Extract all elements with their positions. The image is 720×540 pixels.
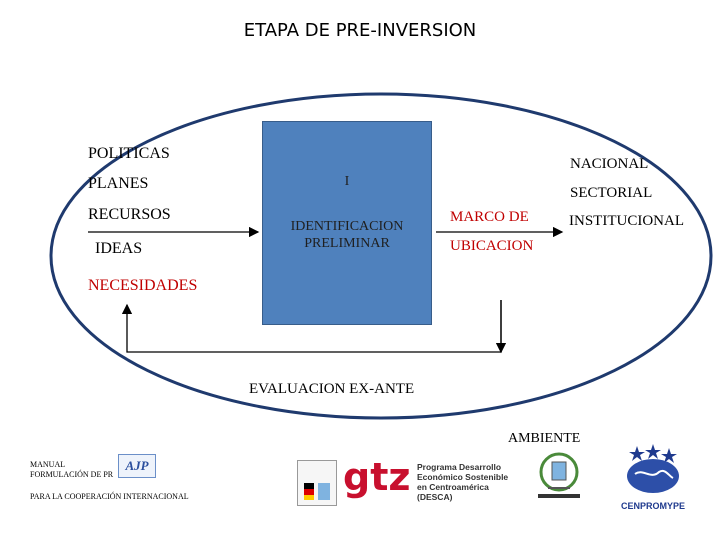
box-roman: I	[344, 174, 350, 189]
ajp-logo-text: AJP	[125, 458, 149, 473]
desca-line4: (DESCA)	[417, 492, 453, 502]
input-ideas: IDEAS	[95, 240, 143, 257]
box-label: IDENTIFICACION PRELIMINAR	[290, 219, 404, 251]
ambiente-label: AMBIENTE	[508, 431, 581, 446]
input-recursos: RECURSOS	[88, 206, 171, 223]
footer-manual-line2: FORMULACIÓN DE PR	[30, 470, 114, 479]
marco-label: MARCO DE	[450, 209, 529, 225]
ajp-logo	[118, 454, 156, 478]
level-sectorial: SECTORIAL	[570, 185, 653, 201]
page-title: ETAPA DE PRE-INVERSION	[243, 20, 477, 41]
input-politicas: POLITICAS	[88, 145, 170, 162]
footer-manual-line1: MANUAL	[30, 460, 66, 469]
gtz-logo: gtz	[343, 455, 411, 499]
cenpromype-logo	[617, 440, 687, 508]
ubicacion-label: UBICACION	[450, 238, 534, 254]
footer-cooperation: PARA LA COOPERACIÓN INTERNACIONAL	[30, 492, 189, 501]
evaluation-label: EVALUACION EX-ANTE	[249, 381, 415, 397]
desca-program-text	[417, 462, 508, 502]
desca-line2: Económico Sostenible	[417, 472, 509, 482]
level-institucional: INSTITUCIONAL	[569, 213, 684, 229]
desca-line3: en Centroamérica	[417, 482, 489, 492]
input-planes: PLANES	[88, 175, 149, 192]
needs-label: NECESIDADES	[88, 277, 198, 294]
desca-line1: Programa Desarrollo	[417, 462, 502, 472]
cenpromype-text: CENPROMYPE	[621, 501, 686, 511]
level-nacional: NACIONAL	[570, 156, 649, 172]
government-seal-logo	[297, 460, 337, 506]
guatemala-coat-of-arms-logo	[528, 448, 590, 508]
